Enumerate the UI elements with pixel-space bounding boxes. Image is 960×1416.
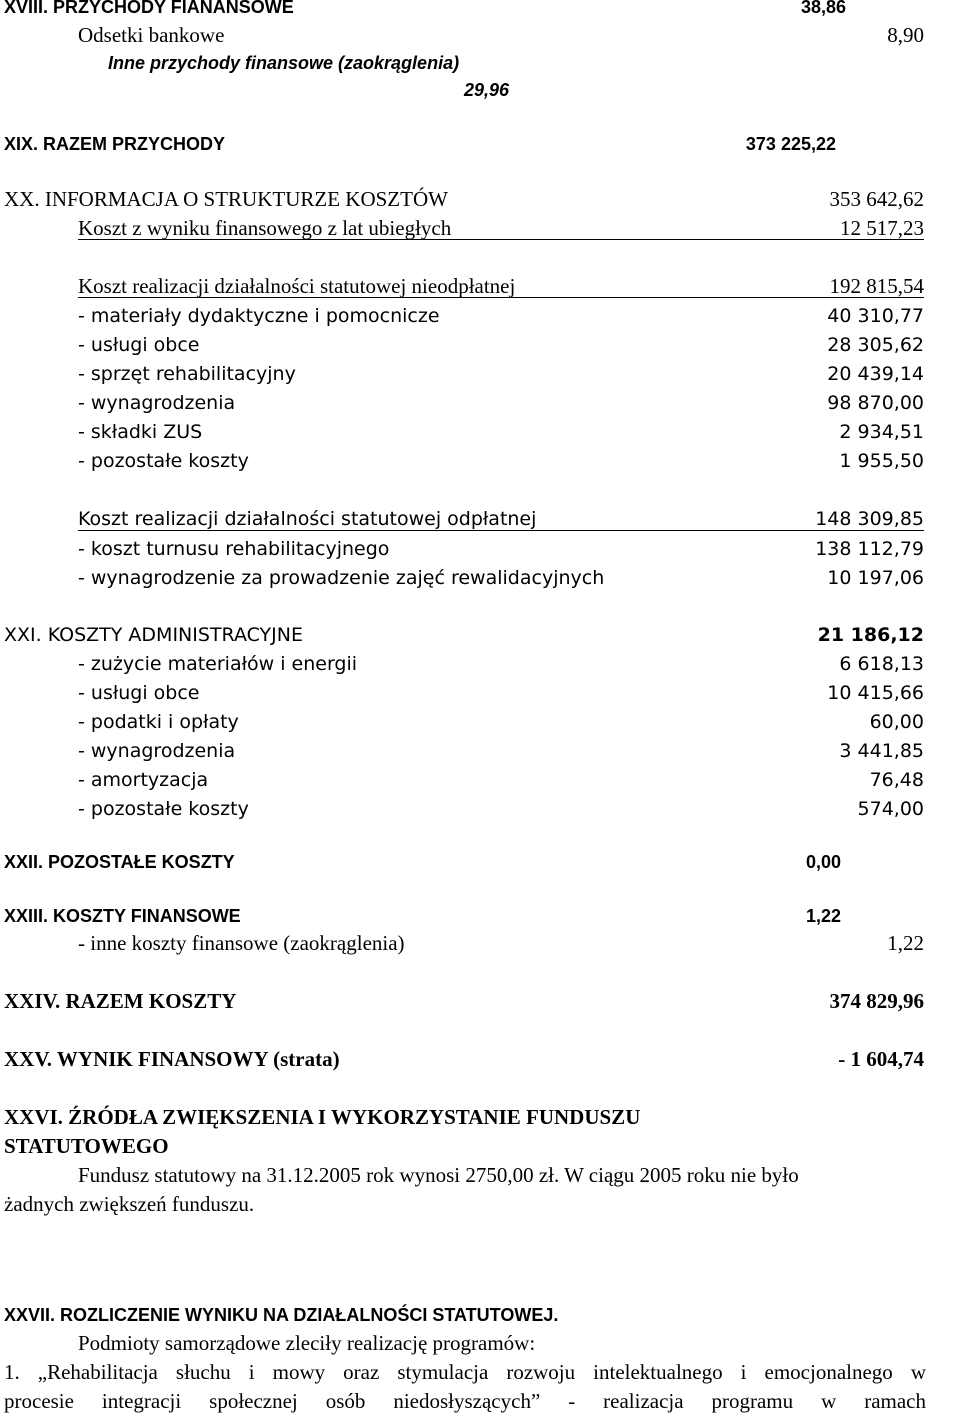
list-item-value: 3 441,85 [839,740,924,762]
section-xxii-title: XXII. POZOSTAŁE KOSZTY [4,852,235,872]
paragraph-line: żadnych zwiększeń funduszu. [4,1192,255,1216]
section-xxiii-total: 1,22 [805,906,841,926]
paragraph-line: Podmioty samorządowe zleciły realizację programów: [78,1331,536,1355]
list-item-value: 60,00 [869,711,924,733]
paragraph-line: procesie integracji społecznej osób niedosłyszących” - realizacja programu w ramach [4,1389,926,1413]
section-xix-title: XIX. RAZEM PRZYCHODY [4,134,226,154]
xviii-item-value: 8,90 [887,23,924,47]
list-item-label: - podatki i opłaty [78,711,239,733]
xx-unpaid-value: 192 815,54 [829,274,924,298]
list-item-label: - wynagrodzenia [78,392,236,414]
underline [78,239,924,240]
paragraph-line: 1. „Rehabilitacja słuchu i mowy oraz stymulacja rozwoju intelektualnego i emocjonalnego w [4,1360,926,1384]
list-item-label: - wynagrodzenia [78,740,236,762]
paragraph-line: Fundusz statutowy na 31.12.2005 rok wynosi 2750,00 zł. W ciągu 2005 roku nie było [78,1163,799,1187]
list-item-label: - sprzęt rehabilitacyjny [78,363,296,385]
list-item-label: - pozostałe koszty [78,798,249,820]
list-item-value: 138 112,79 [815,538,924,560]
list-item-value: 10 415,66 [827,682,924,704]
xviii-item-label: Odsetki bankowe [78,23,225,47]
list-item-value: 2 934,51 [839,421,924,443]
section-xx-total: 353 642,62 [829,187,924,211]
section-xxiv-title: XXIV. RAZEM KOSZTY [4,989,237,1013]
xx-paid-label: Koszt realizacji działalności statutowej odpłatnej [78,508,537,530]
list-item-label: - materiały dydaktyczne i pomocnicze [78,305,440,327]
list-item-label: - pozostałe koszty [78,450,249,472]
list-item-value: 28 305,62 [827,334,924,356]
section-xxvii-title: XXVII. ROZLICZENIE WYNIKU NA DZIAŁALNOŚCI STATUTOWEJ. [4,1305,559,1325]
list-item-label: - usługi obce [78,682,200,704]
section-xxvi-title: STATUTOWEGO [4,1134,169,1158]
section-xviii-title: XVIII. PRZYCHODY FIANANSOWE [4,0,294,17]
section-xxvi-title: XXVI. ŹRÓDŁA ZWIĘKSZENIA I WYKORZYSTANIE FUNDUSZU [4,1105,641,1129]
list-item-label: - koszt turnusu rehabilitacyjnego [78,538,390,560]
list-item-label: - zużycie materiałów i energii [78,653,358,675]
list-item-value: 10 197,06 [827,567,924,589]
list-item-value: 1,22 [887,931,924,955]
list-item-label: - inne koszty finansowe (zaokrąglenia) [78,931,405,955]
section-xxi-title: XXI. KOSZTY ADMINISTRACYJNE [4,624,303,646]
list-item-label: - wynagrodzenie za prowadzenie zajęć rewalidacyjnych [78,567,605,589]
list-item-value: 40 310,77 [827,305,924,327]
section-xxv-total: - 1 604,74 [838,1047,924,1071]
xx-prior-label: Koszt z wyniku finansowego z lat ubiegłych [78,216,452,240]
underline [78,530,924,531]
list-item-label: - składki ZUS [78,421,203,443]
list-item-value: 574,00 [857,798,924,820]
xx-unpaid-label: Koszt realizacji działalności statutowej nieodpłatnej [78,274,516,298]
list-item-value: 1 955,50 [839,450,924,472]
section-xxiv-total: 374 829,96 [829,989,924,1013]
section-xix-total: 373 225,22 [745,134,836,154]
list-item-value: 98 870,00 [827,392,924,414]
section-xx-title: XX. INFORMACJA O STRUKTURZE KOSZTÓW [4,187,448,211]
list-item-label: - usługi obce [78,334,200,356]
underline [78,297,924,298]
section-xxi-total: 21 186,12 [817,624,924,646]
section-xviii-total: 38,86 [800,0,846,17]
xx-prior-value: 12 517,23 [840,216,924,240]
list-item-value: 76,48 [869,769,924,791]
xx-paid-value: 148 309,85 [815,508,924,530]
list-item-value: 20 439,14 [827,363,924,385]
section-xxiii-title: XXIII. KOSZTY FINANSOWE [4,906,241,926]
list-item-label: - amortyzacja [78,769,209,791]
xviii-item-value: 29,96 [463,80,509,100]
xviii-item-label: Inne przychody finansowe (zaokrąglenia) [108,53,460,73]
list-item-value: 6 618,13 [839,653,924,675]
section-xxv-title: XXV. WYNIK FINANSOWY (strata) [4,1047,340,1071]
section-xxii-total: 0,00 [805,852,841,872]
